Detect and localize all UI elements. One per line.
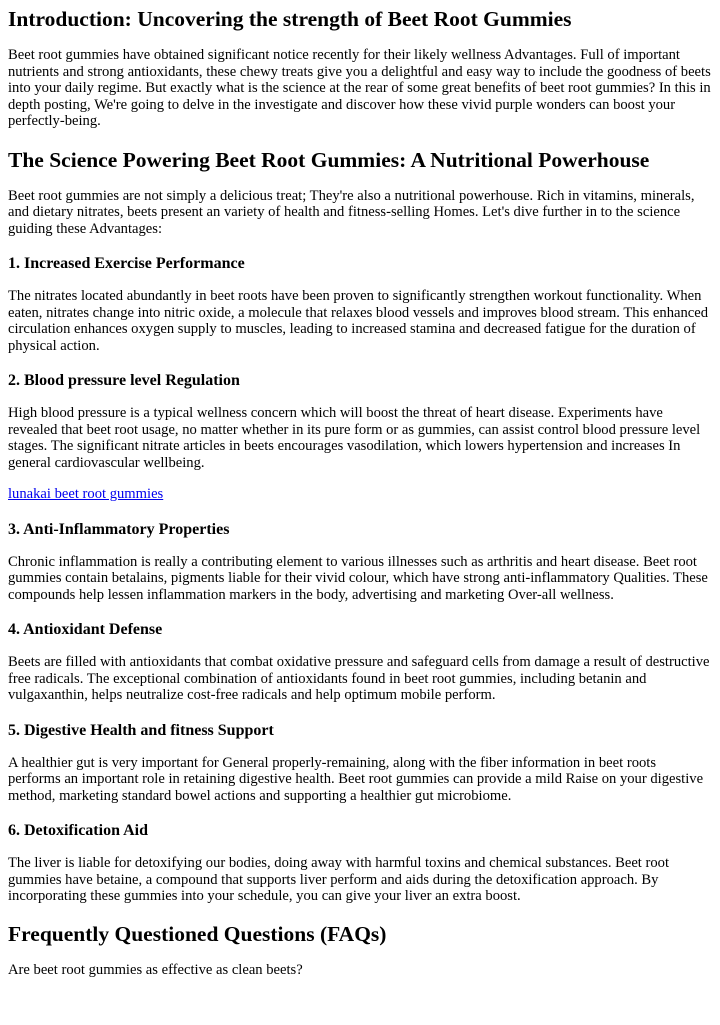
section-paragraph-exercise: The nitrates located abundantly in beet roots have been proven to significantly strengthen workout functionality. When eaten, nitrates change into nitric oxide, a molecule that relaxes blood vessels and improves blood stream. This enhanced circulation enhances oxygen supply to muscles, leading to increased stamina and decreased fatigue for the duration of physical action. [8, 288, 709, 354]
section-heading-detox: 6. Detoxification Aid [8, 822, 148, 839]
section-heading-blood-pressure: 2. Blood pressure level Regulation [8, 372, 240, 389]
link-paragraph [8, 486, 712, 503]
intro-heading: Introduction: Uncovering the strength of Beet Root Gummies [8, 7, 572, 31]
section-paragraph-anti-inflammatory: Chronic inflammation is really a contributing element to various illnesses such as arthritis and heart disease. Beet root gummies contain betalains, pigments liable for their vivid colour, which have strong anti-inflammatory Qualities. These compounds help lessen inflammation markers in the body, advertising and marketing Over-all wellness. [8, 553, 708, 603]
section-heading-anti-inflammatory: 3. Anti-Inflammatory Properties [8, 520, 230, 538]
intro-paragraph: Beet root gummies have obtained significant notice recently for their likely wellness Advantages. Full of important nutrients and strong antioxidants, these chewy treats give you a delightful and easy way to include the goodness of beets into your daily regime. But exactly what is the science at the rear of some great benefits of beet root gummies? In this in depth posting, We're going to delve in the investigate and discover how these vivid purple wonders can boost your perfectly-being. [8, 47, 711, 129]
section-heading-exercise: 1. Increased Exercise Performance [8, 255, 245, 272]
faq-question: Are beet root gummies as effective as clean beets? [8, 961, 303, 978]
science-paragraph: Beet root gummies are not simply a delicious treat; They're also a nutritional powerhouse. Rich in vitamins, minerals, and dietary nitrates, beets present an variety of health and fitness-selling Homes. Let's dive further in to the science guiding these Advantages: [8, 187, 695, 237]
section-paragraph-digestive: A healthier gut is very important for General properly-remaining, along with the fiber information in beet roots performs an important role in retaining digestive health. Beet root gummies can provide a mild Raise on your digestive method, marketing standard bowel actions and supporting a healthier gut microbiome. [8, 754, 704, 804]
section-paragraph-antioxidant: Beets are filled with antioxidants that combat oxidative pressure and safeguard cells from damage a result of destructive free radicals. The exceptional combination of antioxidants found in beet root gummies, including betanin and vulgaxanthin, helps neutralize cost-free radicals and help optimum mobile perform. [8, 654, 710, 703]
section-heading-antioxidant: 4. Antioxidant Defense [8, 621, 163, 638]
science-heading: The Science Powering Beet Root Gummies: A Nutritional Powerhouse [8, 147, 650, 172]
article [0, 7, 720, 978]
faq-heading: Frequently Questioned Questions (FAQs) [8, 921, 387, 946]
section-paragraph-detox: The liver is liable for detoxifying our bodies, doing away with harmful toxins and chemical substances. Beet root gummies have betaine, a compound that supports liver perform and aids during the detoxification approach. By incorporating these gummies into your schedule, you can give your liver an extra boost. [8, 855, 670, 904]
product-link[interactable]: lunakai beet root gummies [8, 486, 164, 502]
section-heading-digestive: 5. Digestive Health and fitness Support [8, 721, 274, 739]
section-paragraph-blood-pressure: High blood pressure is a typical wellness concern which will boost the threat of heart disease. Experiments have revealed that beet root usage, no matter whether in its pure form or as gummies, can assist control blood pressure level stages. The significant nitrate articles in beets encourages vasodilation, which lowers hypertension and increases In general cardiovascular wellbeing. [8, 405, 701, 471]
